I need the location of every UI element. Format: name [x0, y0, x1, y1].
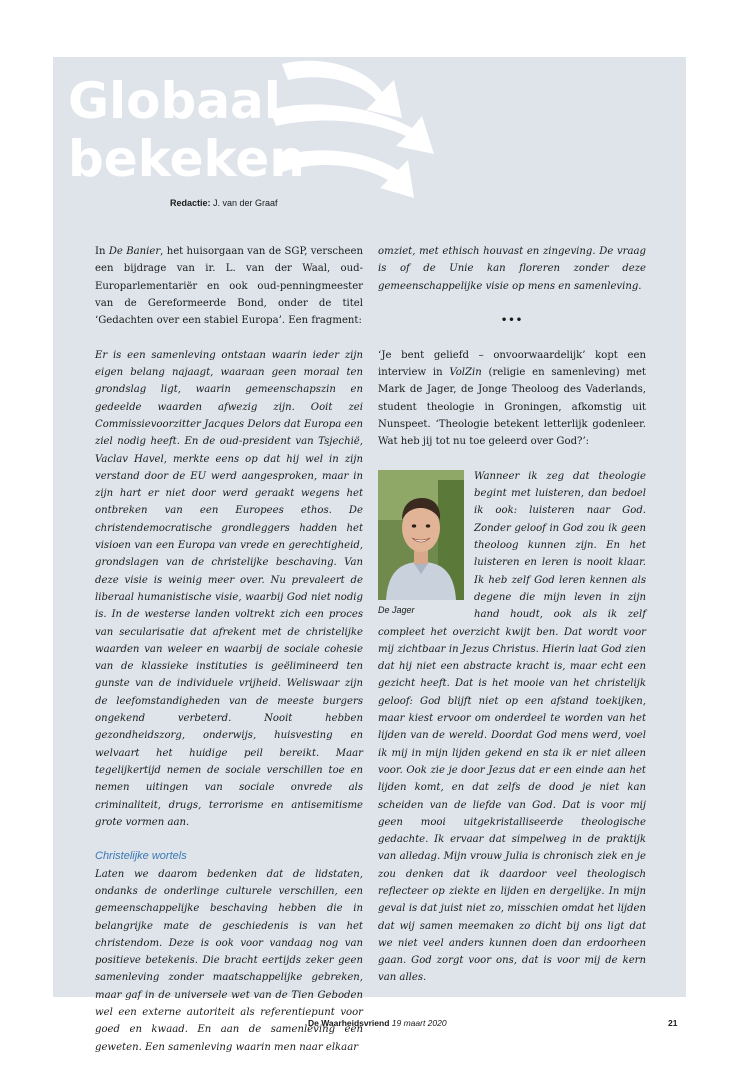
- interview-intro: [378, 347, 646, 451]
- publication-name-volzin: VolZin: [449, 367, 482, 379]
- footer-magazine-name: De Waarheidsvriend: [308, 1018, 390, 1028]
- quote-paragraph: Er is een samenleving ontstaan waarin ieder zijn eigen belang najaagt, waaraan geen moraal ten grondslag ligt, waarin gemeenschapszin en gedeelde waarden afwezig zijn. Ooit zei Commissievoorzitter Jacques Delors dat Europa een ziel nodig heeft. En de oud-president van Tsjechië, Vaclav Havel, merkte eens op dat hij wel in zijn verstand door de EU werd aangesproken, maar in zijn hart er niet door werd geraakt wegens het ontbreken van een Europees ethos. De christendemocratische grondleggers hadden het visioen van een Europa van vrede en gerechtigheid, grondslagen van de christelijke beschaving. Van deze visie is weinig meer over. Nu prevaleert de liberaal humanistische visie, waarbij God niet nodig is. In de westerse landen voltrekt zich een proces van secularisatie dat afrekent met de christelijke waarden van weleer en waarbij de sociale cohesie van de klassieke instituties is geëlimineerd ten gunste van de individuele vrijheid. Weliswaar zijn de leefomstandigheden van de meeste burgers ongekend verbeterd. Nooit hebben gezondheidszorg, onderwijs, huisvesting en welvaart het huidige peil bereikt. Maar tegelijkertijd nemen de sociale verschillen toe en nemen uitingen van sociale onvrede als criminaliteit, drugs, terrorisme en antisemitisme grote vormen aan.: [95, 349, 363, 828]
- editor-name: J. van der Graaf: [213, 198, 278, 208]
- title-line-2: bekeken: [68, 130, 305, 188]
- interview-quote: Wanneer ik zeg dat theologie begint met luisteren, dan bedoel ik ook: luisteren naar God. Zonder geloof in God zou ik geen theoloog kunnen zijn. En het luisteren en leren is nooit klaar. Ik heb zelf God leren kennen als degene die mijn leven in zijn hand houdt, ook als ik zelf compleet het overzicht kwijt ben. Dat wordt voor mij zichtbaar in Jezus Christus. Hierin laat God zien dat hij niet een abstracte kracht is, maar echt een gezicht heeft. Dat is het mooie van het christelijk geloof: God blijft niet op een afstand toekijken, maar kiest ervoor om onderdeel te worden van het lijden van de wereld. Doordat God mens werd, voel ik mij in mijn lijden gekend en sta ik er niet alleen voor. Ook zie je door Jezus dat er een einde aan het lijden komt, en dat zelfs de dood je niet kan scheiden van de liefde van God. Dat is voor mij geen mooi uitgekristalliseerde theologische gedachte. Ik ervaar dat simpelweg in de praktijk van alledag. Mijn vrouw Julia is chronisch ziek en je zou denken dat ik daardoor veel theologisch reflecteer op ziekte en lijden en dergelijke. In mijn geval is dat juist niet zo, misschien omdat het lijden dat wij samen meemaken zo dicht bij ons ligt dat we niet veel anders kunnen doen dan erdoorheen gaan. God zorgt voor ons, dat is voor mij de kern van alles.: [378, 470, 646, 984]
- intro-text-b: , het huisorgaan van de SGP, verscheen een bijdrage van ir. L. van der Waal, oud-Europarlementariër en ook oud-penningmeester van de Gereformeerde Bond, onder de titel ‘Gedachten over een stabiel Europa’. Een fragment:: [95, 246, 363, 327]
- subheading-christelijke-wortels: Christelijke wortels: [95, 850, 187, 863]
- right-column: [378, 243, 646, 987]
- interview-intro-b: (religie en samenleving) met Mark de Jager, de Jonge Theoloog des Vaderlands, student theologie in Groningen, afkomstig uit Nunspeet. ‘Theologie betekent letterlijk godenleer. Wat heb jij tot nu toe geleerd over God?’:: [378, 367, 646, 448]
- title-line-1: Globaal: [68, 72, 281, 130]
- section-title: [68, 72, 305, 188]
- portrait-photo: [378, 470, 464, 600]
- intro-paragraph: [95, 243, 363, 329]
- publication-name-banier: De Banier: [108, 246, 161, 257]
- quote-continuation: omziet, met ethisch houvast en zingeving. De vraag is of de Unie kan floreren zonder deze gemeenschappelijke visie op mens en samenleving.: [378, 246, 646, 292]
- intro-text-a: In: [95, 246, 109, 257]
- quote-paragraph-2: Laten we daarom bedenken dat de lidstaten, ondanks de onderlinge culturele verschillen, een gemeenschappelijke beschaving hebben die in belangrijke mate de geschiedenis is van het christendom. Deze is ook voor vandaag nog van positieve betekenis. Die bracht eertijds zeker geen samenleving zonder maatschappelijke gebreken, maar gaf in de universele wet van de Tien Geboden wel een externe autoriteit als referentiepunt voor goed en kwaad. En aan de samenleving een geweten. Een samenleving waarin men naar elkaar: [95, 868, 363, 1053]
- section-separator: •••: [500, 315, 524, 327]
- footer-publication: [308, 1018, 447, 1028]
- page-number: 21: [668, 1018, 678, 1028]
- editor-label: Redactie:: [170, 198, 211, 208]
- interview-intro-a: ‘Je bent geliefd – onvoorwaardelijk’ kopt een interview in: [378, 349, 646, 379]
- portrait-caption: De Jager: [378, 604, 415, 615]
- footer-date: 19 maart 2020: [391, 1018, 447, 1028]
- left-column: [95, 243, 363, 1056]
- portrait-figure: [378, 470, 466, 617]
- editor-credit: [170, 198, 278, 208]
